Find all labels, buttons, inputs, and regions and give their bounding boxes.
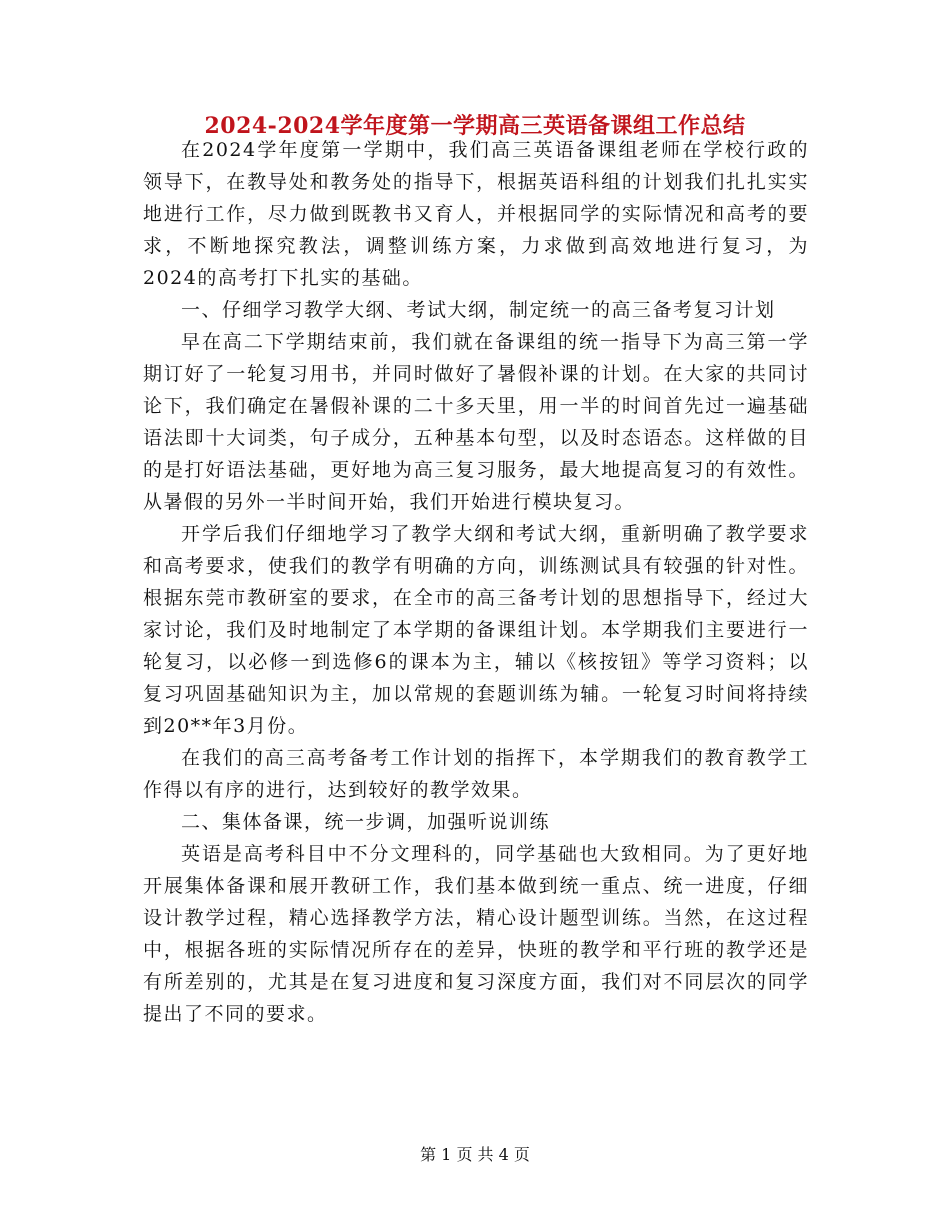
paragraph-section-1c: 在我们的高三高考备考工作计划的指挥下，本学期我们的教育教学工作得以有序的进行，达到较好的教学效果。: [143, 747, 809, 801]
paragraph-section-1a: 早在高二下学期结束前，我们就在备课组的统一指导下为高三第一学期订好了一轮复习用书，并同时做好了暑假补课的计划。在大家的共同讨论下，我们确定在暑假补课的二十多天里，用一半的时间首先过一遍基础语法即十大词类，句子成分，五种基本句型，以及时态语态。这样做的目的是打好语法基础，更好地为高三复习服务，最大地提高复习的有效性。从暑假的另外一半时间开始，我们开始进行模块复习。: [143, 331, 809, 513]
paragraph-section-1b: 开学后我们仔细地学习了教学大纲和考试大纲，重新明确了教学要求和高考要求，使我们的教学有明确的方向，训练测试具有较强的针对性。根据东莞市教研室的要求，在全市的高三备考计划的思想指导下，经过大家讨论，我们及时地制定了本学期的备课组计划。本学期我们主要进行一轮复习，以必修一到选修6的课本为主，辅以《核按钮》等学习资料；以复习巩固基础知识为主，加以常规的套题训练为辅。一轮复习时间将持续到20**年3月份。: [143, 523, 809, 737]
document-title: 2024-2024学年度第一学期高三英语备课组工作总结: [204, 113, 746, 139]
paragraph-intro: 在2024学年度第一学期中，我们高三英语备课组老师在学校行政的领导下，在教导处和教务处的指导下，根据英语科组的计划我们扎扎实实地进行工作，尽力做到既教书又育人，并根据同学的实际情况和高考的要求，不断地探究教法，调整训练方案，力求做到高效地进行复习，为2024的高考打下扎实的基础。: [143, 139, 809, 289]
section-heading-2: 二、集体备课，统一步调，加强听说训练: [181, 811, 551, 833]
paragraph-section-2a: 英语是高考科目中不分文理科的，同学基础也大致相同。为了更好地开展集体备课和展开教研工作，我们基本做到统一重点、统一进度，仔细设计教学过程，精心选择教学方法，精心设计题型训练。当然，在这过程中，根据各班的实际情况所存在的差异，快班的教学和平行班的教学还是有所差别的，尤其是在复习进度和复习深度方面，我们对不同层次的同学提出了不同的要求。: [143, 843, 809, 1025]
page-footer: 第 1 页 共 4 页: [420, 1145, 530, 1164]
document-body: [143, 134, 809, 1030]
section-heading-1: 一、仔细学习教学大纲、考试大纲，制定统一的高三备考复习计划: [181, 299, 776, 321]
